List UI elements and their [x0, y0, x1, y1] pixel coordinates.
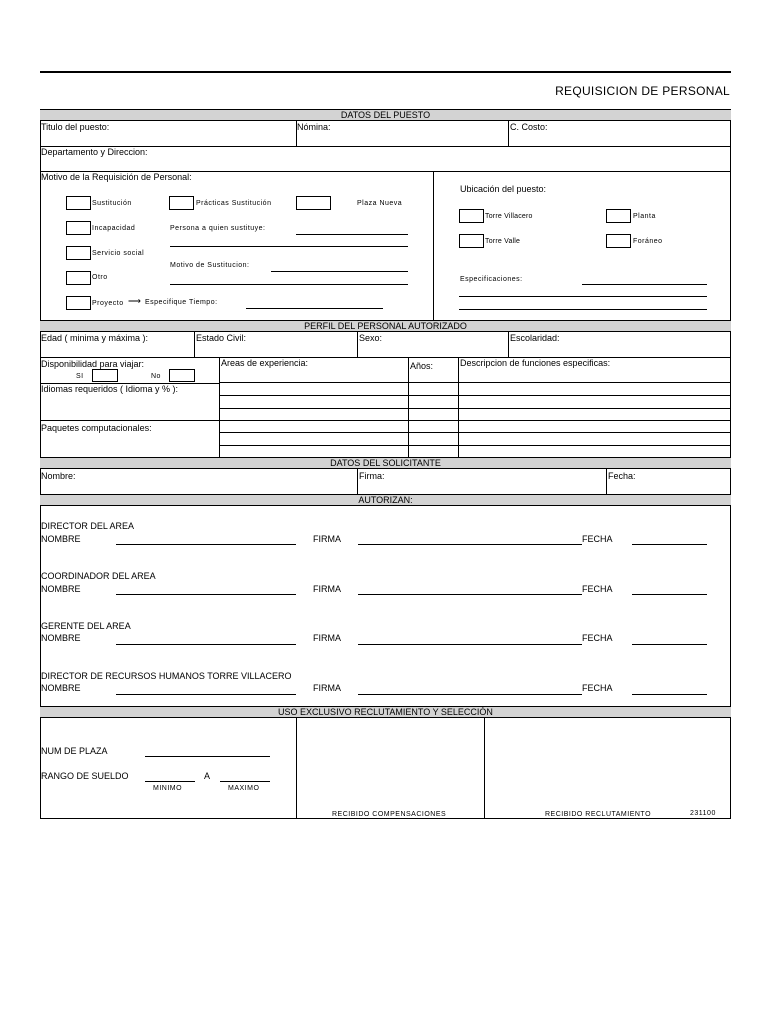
divider [219, 395, 731, 396]
descripcion-label: Descripcion de funciones especificas: [460, 358, 611, 368]
especificaciones-line-3[interactable] [459, 309, 707, 310]
idiomas-label: Idiomas requeridos ( Idioma y % ): [41, 384, 179, 394]
motivo-sustitucion-line-2[interactable] [170, 284, 408, 285]
divider [296, 718, 297, 819]
planta-label: Planta [633, 213, 656, 220]
nombre-label: NOMBRE [41, 683, 81, 693]
torre-villacero-label: Torre Villacero [485, 213, 533, 220]
section-header-autorizan: AUTORIZAN: [40, 494, 731, 506]
nombre-line[interactable] [116, 694, 296, 695]
solicitante-firma-label: Firma: [359, 471, 385, 481]
solicitante-fecha-label: Fecha: [608, 471, 636, 481]
nombre-label: NOMBRE [41, 534, 81, 544]
sustitucion-checkbox[interactable] [66, 196, 91, 210]
fecha-label: FECHA [582, 584, 613, 594]
foraneo-label: Foráneo [633, 238, 663, 245]
a-label: A [204, 771, 211, 781]
nomina-label: Nómina: [297, 122, 331, 132]
nombre-label: NOMBRE [41, 584, 81, 594]
fecha-line[interactable] [632, 594, 707, 595]
maximo-line[interactable] [220, 781, 270, 782]
divider [219, 432, 731, 433]
plaza-nueva-label: Plaza Nueva [357, 200, 403, 207]
torre-valle-label: Torre Valle [485, 238, 521, 245]
firma-line[interactable] [358, 644, 582, 645]
num-plaza-line[interactable] [145, 756, 270, 757]
section-header-solicitante: DATOS DEL SOLICITANTE [40, 457, 731, 469]
torre-valle-checkbox[interactable] [459, 234, 484, 248]
nombre-label: NOMBRE [41, 633, 81, 643]
section-header-puesto: DATOS DEL PUESTO [40, 109, 731, 121]
proyecto-checkbox[interactable] [66, 296, 91, 310]
role-gerente-area: GERENTE DEL AREA [41, 621, 131, 631]
nombre-line[interactable] [116, 644, 296, 645]
divider [40, 420, 731, 421]
especifique-line[interactable] [246, 308, 383, 309]
otro-checkbox[interactable] [66, 271, 91, 285]
persona-sustituye-line-2[interactable] [170, 246, 408, 247]
no-checkbox[interactable] [169, 369, 195, 382]
foraneo-checkbox[interactable] [606, 234, 631, 248]
ubicacion-label: Ubicación del puesto: [460, 184, 547, 194]
solicitante-nombre-label: Nombre: [41, 471, 76, 481]
escolaridad-label: Escolaridad: [510, 333, 560, 343]
areas-label: Areas de experiencia: [221, 358, 309, 368]
rango-label: RANGO DE SUELDO [41, 771, 129, 781]
departamento-label: Departamento y Direccion: [41, 147, 148, 157]
paquetes-label: Paquetes computacionales: [41, 423, 152, 433]
motivo-label: Motivo de la Requisición de Personal: [41, 172, 192, 182]
num-plaza-label: NUM DE PLAZA [41, 746, 108, 756]
incapacidad-checkbox[interactable] [66, 221, 91, 235]
maximo-label: MAXIMO [228, 785, 260, 792]
persona-sustituye-label: Persona a quien sustituye: [170, 225, 266, 232]
plaza-nueva-checkbox[interactable] [296, 196, 331, 210]
form-code: 231100 [690, 810, 716, 817]
nombre-line[interactable] [116, 544, 296, 545]
divider [458, 357, 459, 457]
estado-civil-label: Estado Civil: [196, 333, 247, 343]
fecha-label: FECHA [582, 633, 613, 643]
proyecto-label: Proyecto [92, 300, 124, 307]
divider [508, 121, 509, 146]
fecha-line[interactable] [632, 644, 707, 645]
fecha-label: FECHA [582, 683, 613, 693]
page-title: REQUISICION DE PERSONAL [555, 84, 730, 98]
divider [408, 357, 409, 457]
especifique-label: Especifique Tiempo: [145, 299, 218, 306]
incapacidad-label: Incapacidad [92, 225, 136, 232]
divider [194, 332, 195, 357]
fecha-label: FECHA [582, 534, 613, 544]
minimo-line[interactable] [145, 781, 195, 782]
recibido-reclutamiento: RECIBIDO RECLUTAMIENTO [545, 811, 652, 818]
servicio-social-label: Servicio social [92, 250, 145, 257]
divider [357, 332, 358, 357]
divider [484, 718, 485, 819]
role-coordinador-area: COORDINADOR DEL AREA [41, 571, 156, 581]
otro-label: Otro [92, 274, 108, 281]
especificaciones-line-2[interactable] [459, 296, 707, 297]
divider [219, 357, 220, 457]
divider [40, 357, 731, 358]
divider [219, 382, 731, 383]
practicas-label: Prácticas Sustitución [196, 200, 272, 207]
disponibilidad-label: Disponibilidad para viajar: [41, 359, 145, 369]
especificaciones-line[interactable] [582, 284, 707, 285]
firma-line[interactable] [358, 544, 582, 545]
sexo-label: Sexo: [359, 333, 383, 343]
nombre-line[interactable] [116, 594, 296, 595]
role-director-area: DIRECTOR DEL AREA [41, 521, 135, 531]
top-rule [40, 71, 731, 73]
firma-label: FIRMA [313, 584, 341, 594]
especificaciones-label: Especificaciones: [460, 276, 523, 283]
fecha-line[interactable] [632, 544, 707, 545]
divider [219, 445, 731, 446]
firma-line[interactable] [358, 694, 582, 695]
firma-line[interactable] [358, 594, 582, 595]
divider [219, 408, 731, 409]
divider [357, 469, 358, 494]
anos-label: Años: [410, 361, 434, 371]
fecha-line[interactable] [632, 694, 707, 695]
si-label: SI [76, 373, 84, 380]
firma-label: FIRMA [313, 683, 341, 693]
servicio-social-checkbox[interactable] [66, 246, 91, 260]
practicas-checkbox[interactable] [169, 196, 194, 210]
persona-sustituye-line[interactable] [296, 234, 408, 235]
motivo-sustitucion-line[interactable] [271, 271, 408, 272]
section-header-uso: USO EXCLUSIVO RECLUTAMIENTO Y SELECCIÓN [40, 706, 731, 718]
section-header-perfil: PERFIL DEL PERSONAL AUTORIZADO [40, 320, 731, 332]
sustitucion-label: Sustitución [92, 200, 132, 207]
edad-label: Edad ( minima y máxima ): [41, 333, 149, 343]
no-label: No [151, 373, 161, 380]
divider [433, 171, 434, 320]
titulo-label: Titulo del puesto: [41, 122, 110, 132]
role-director-rh: DIRECTOR DE RECURSOS HUMANOS TORRE VILLACERO [41, 671, 292, 681]
minimo-label: MINIMO [153, 785, 183, 792]
firma-label: FIRMA [313, 633, 341, 643]
planta-checkbox[interactable] [606, 209, 631, 223]
costo-label: C. Costo: [510, 122, 548, 132]
recibido-compensaciones: RECIBIDO COMPENSACIONES [332, 811, 447, 818]
motivo-sustitucion-label: Motivo de Sustitucion: [170, 262, 250, 269]
torre-villacero-checkbox[interactable] [459, 209, 484, 223]
arrow-right-icon: ⟶ [128, 296, 142, 306]
si-checkbox[interactable] [92, 369, 118, 382]
divider [508, 332, 509, 357]
divider [606, 469, 607, 494]
firma-label: FIRMA [313, 534, 341, 544]
